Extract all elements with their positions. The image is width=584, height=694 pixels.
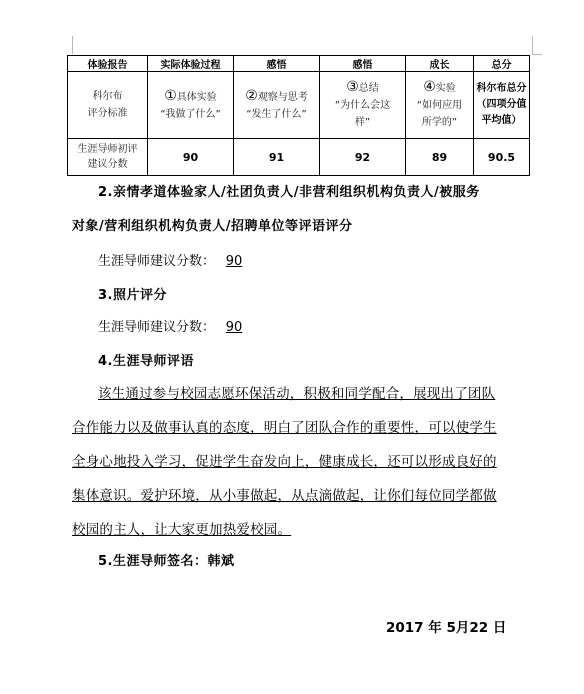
- comment-line: 校园的主人，让大家更加热爱校园。: [72, 522, 292, 538]
- criteria-cell: [234, 72, 320, 139]
- score-label-line: 建议分数: [87, 159, 128, 170]
- criteria-quote: “我做了什么”: [160, 108, 221, 120]
- criteria-quote: “为什么会这: [334, 100, 391, 111]
- section-2-score-line: [98, 250, 253, 269]
- criteria-quote: “如何应用: [416, 100, 463, 111]
- criteria-text: 总结: [358, 83, 379, 94]
- signature-date: [386, 616, 506, 636]
- score-cell: 91: [234, 139, 320, 176]
- date-day: 22: [469, 620, 489, 636]
- step-number: ②: [245, 87, 258, 104]
- criteria-cell: [320, 72, 406, 139]
- comment-line: 全身心地投入学习，促进学生奋发向上，健康成长，还可以形成良好的: [72, 454, 497, 470]
- section-3-title: 3.照片评分: [98, 288, 167, 303]
- section-2-title-line-2: 对象/营利组织机构负责人/招聘单位等评语评分: [72, 219, 353, 234]
- step-number: ①: [164, 87, 177, 104]
- header-cell: 感悟: [320, 56, 406, 72]
- header-cell: 成长: [406, 56, 474, 72]
- date-day-unit: 日: [492, 620, 507, 636]
- comment-line: 集体意识。爱护环境，从小事做起，从点滴做起，让你们每位同学都做: [72, 488, 497, 504]
- total-score-cell: 90.5: [474, 139, 530, 176]
- date-year-unit: 年: [428, 620, 442, 636]
- section-5-signature: 5.生涯导师签名：韩斌: [98, 554, 235, 569]
- margin-mark-top-right-h: [532, 54, 542, 55]
- total-label-line: 平均值）: [481, 115, 522, 126]
- criteria-text: 观察与思考: [257, 91, 308, 103]
- header-cell: 感悟: [234, 56, 320, 72]
- score-label: 生涯导师建议分数：: [98, 254, 216, 269]
- criteria-text: 具体实验: [176, 91, 217, 103]
- header-cell: 体验报告: [68, 56, 148, 72]
- margin-mark-top-right: [532, 36, 533, 54]
- criteria-label-line: 评分标准: [87, 108, 128, 119]
- evaluation-table: [67, 55, 530, 176]
- score-cell: 92: [320, 139, 406, 176]
- step-number: ④: [423, 79, 436, 95]
- section-4-title: 4.生涯导师评语: [98, 354, 194, 369]
- comment-line: 该生通过参与校园志愿环保活动，积极和同学配合，展现出了团队: [98, 386, 496, 402]
- table-header-row: [68, 56, 530, 72]
- total-label-line: 科尔布总分: [476, 83, 527, 94]
- criteria-quote: “发生了什么”: [246, 108, 307, 120]
- criteria-cell: [406, 72, 474, 139]
- date-year: 2017: [386, 620, 424, 636]
- date-month: 5: [446, 620, 456, 636]
- header-cell: 总分: [474, 56, 530, 72]
- score-label: 生涯导师建议分数：: [98, 320, 216, 335]
- score-row: [68, 139, 530, 176]
- score-cell: 90: [148, 139, 234, 176]
- header-cell: 实际体验过程: [148, 56, 234, 72]
- score-value: 90: [225, 320, 243, 335]
- criteria-row: [68, 72, 530, 139]
- comment-line: 合作能力以及做事认真的态度，明白了团队合作的重要性，可以使学生: [72, 420, 497, 436]
- section-2-title-line-1: 2.亲情孝道体验家人/社团负责人/非营利组织机构负责人/被服务: [98, 185, 480, 200]
- total-label-line: （四项分值: [476, 99, 527, 110]
- score-value: 90: [225, 254, 243, 269]
- total-label-cell: [474, 72, 530, 139]
- margin-mark-top-left: [72, 36, 73, 54]
- score-label-line: 生涯导师初评: [77, 144, 138, 155]
- criteria-quote: 样”: [354, 117, 371, 128]
- step-number: ③: [346, 79, 359, 95]
- criteria-quote: 所学的”: [421, 117, 458, 128]
- criteria-label-cell: [68, 72, 148, 139]
- criteria-text: 实验: [435, 83, 456, 94]
- criteria-cell: [148, 72, 234, 139]
- score-cell: 89: [406, 139, 474, 176]
- date-month-unit: 月: [455, 620, 470, 636]
- section-3-score-line: [98, 316, 253, 335]
- score-label-cell: [68, 139, 148, 176]
- criteria-label-line: 科尔布: [92, 91, 123, 102]
